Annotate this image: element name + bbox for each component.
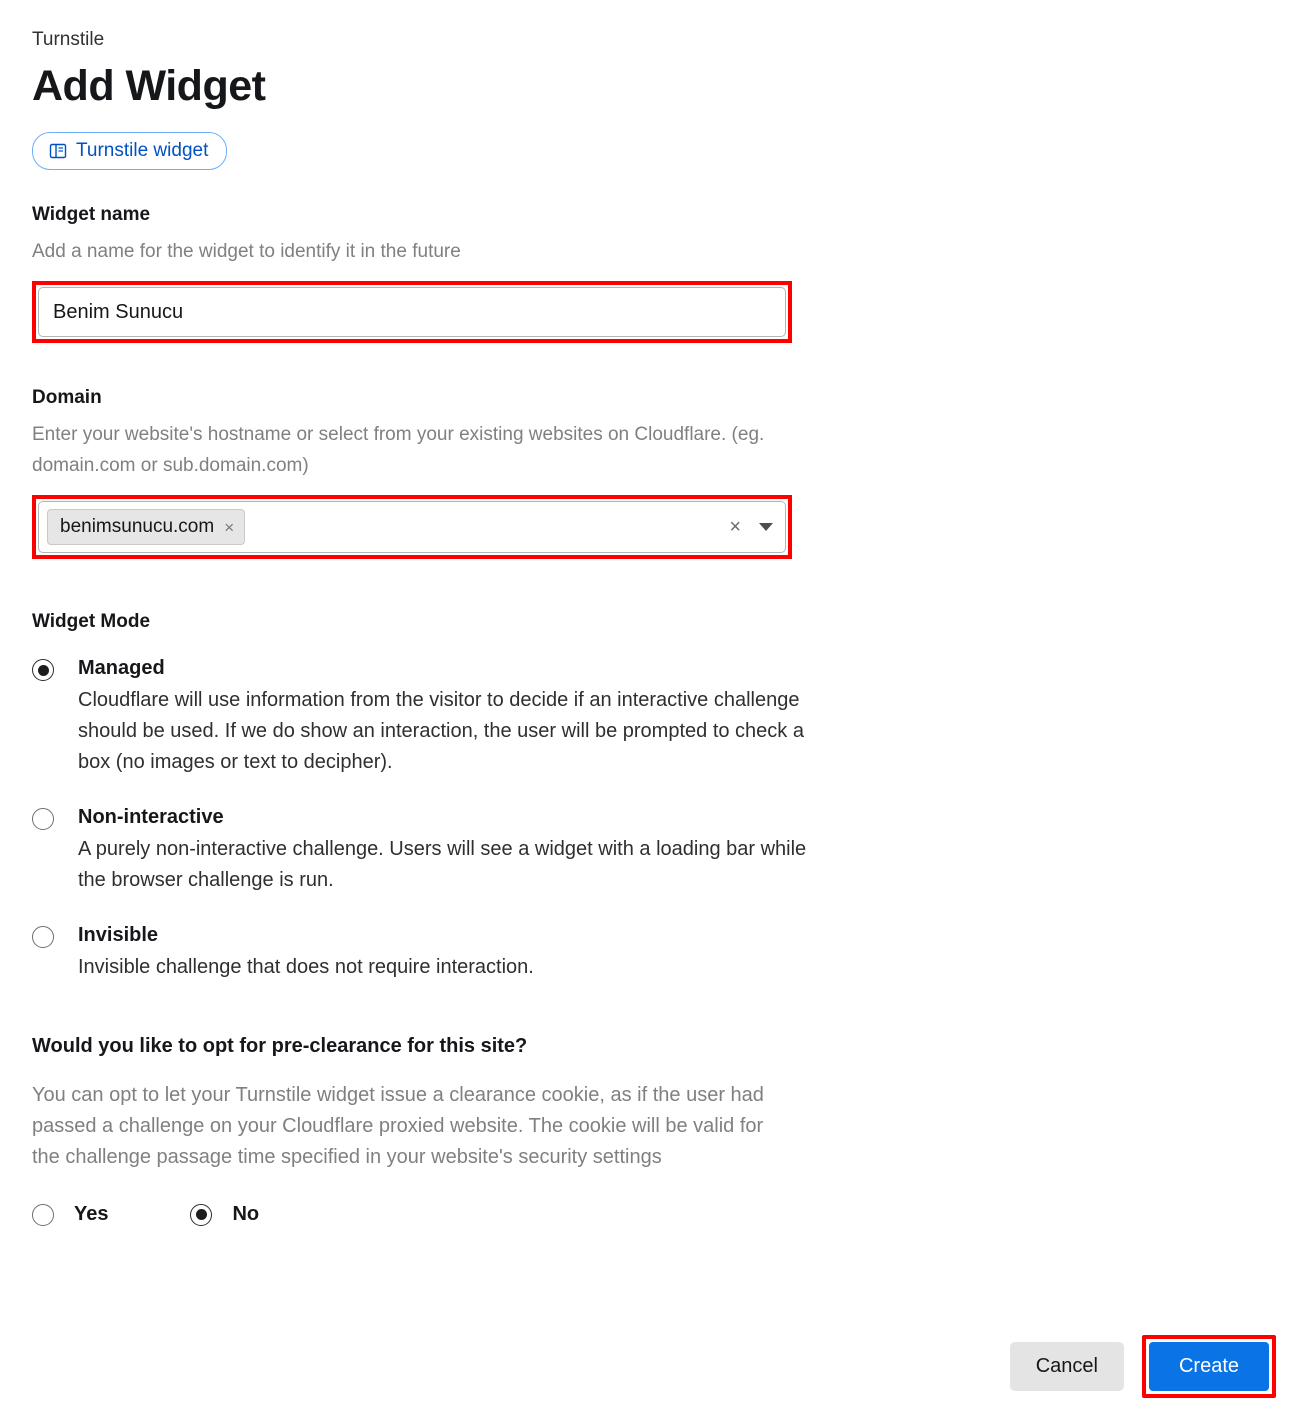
- widget-mode-section: [32, 611, 1272, 983]
- radio-managed[interactable]: [32, 659, 54, 681]
- turnstile-widget-badge[interactable]: [32, 132, 227, 170]
- domain-section: [32, 387, 1272, 559]
- widget-name-highlight: [32, 281, 792, 343]
- preclearance-options: [32, 1203, 1272, 1226]
- radio-non-interactive-description: A purely non-interactive challenge. Users will see a widget with a loading bar while the browser challenge is run.: [78, 838, 807, 891]
- turnstile-widget-badge-label: Turnstile widget: [76, 140, 209, 161]
- preclearance-option-no[interactable]: [190, 1203, 259, 1226]
- widget-name-help: Add a name for the widget to identify it in the future: [32, 241, 461, 262]
- radio-no[interactable]: [190, 1204, 212, 1226]
- close-icon[interactable]: ×: [224, 517, 235, 537]
- cancel-button[interactable]: Cancel: [1010, 1342, 1124, 1391]
- widget-name-label: Widget name: [32, 204, 151, 225]
- widget-name-input[interactable]: [38, 287, 786, 337]
- create-button[interactable]: Create: [1149, 1342, 1269, 1391]
- radio-yes[interactable]: [32, 1204, 54, 1226]
- chevron-down-icon[interactable]: [759, 523, 773, 531]
- widget-mode-option-non-interactive[interactable]: [32, 804, 1272, 896]
- breadcrumb: Turnstile: [32, 29, 105, 50]
- radio-managed-label: Managed: [78, 657, 165, 679]
- preclearance-title: Would you like to opt for pre-clearance for this site?: [32, 1035, 528, 1057]
- widget-mode-title: Widget Mode: [32, 611, 151, 632]
- widget-mode-option-invisible[interactable]: [32, 922, 1272, 983]
- widget-icon: [49, 142, 67, 160]
- preclearance-description: You can opt to let your Turnstile widget issue a clearance cookie, as if the user had passed a challenge on your Cloudflare proxied website. The cookie will be valid for the challenge passage time specified in your website's security settings: [32, 1084, 764, 1168]
- widget-mode-option-managed[interactable]: [32, 655, 1272, 778]
- preclearance-option-yes[interactable]: [32, 1203, 108, 1226]
- radio-invisible-description: Invisible challenge that does not require interaction.: [78, 956, 534, 978]
- page-title: Add Widget: [32, 62, 266, 110]
- domain-token[interactable]: [47, 509, 245, 545]
- clear-icon[interactable]: ×: [729, 515, 741, 538]
- preclearance-section: [32, 1035, 1272, 1226]
- radio-managed-description: Cloudflare will use information from the visitor to decide if an interactive challenge should be used. If we do show an interaction, the user will be prompted to check a box (no images or text to decipher).: [78, 689, 804, 773]
- domain-select[interactable]: [38, 501, 786, 553]
- radio-no-label: No: [232, 1203, 260, 1225]
- radio-yes-label: Yes: [74, 1203, 109, 1225]
- domain-help: Enter your website's hostname or select from your existing websites on Cloudflare. (eg. domain.com or sub.domain.com): [32, 424, 765, 476]
- radio-non-interactive-label: Non-interactive: [78, 806, 224, 828]
- radio-invisible-label: Invisible: [78, 924, 159, 946]
- radio-invisible[interactable]: [32, 926, 54, 948]
- form-footer: [1010, 1335, 1276, 1398]
- radio-non-interactive[interactable]: [32, 808, 54, 830]
- domain-label: Domain: [32, 387, 102, 408]
- domain-highlight: [32, 495, 792, 559]
- domain-select-actions: [729, 502, 773, 552]
- widget-name-section: [32, 204, 1272, 343]
- create-button-highlight: [1142, 1335, 1276, 1398]
- domain-token-label: benimsunucu.com: [60, 516, 215, 537]
